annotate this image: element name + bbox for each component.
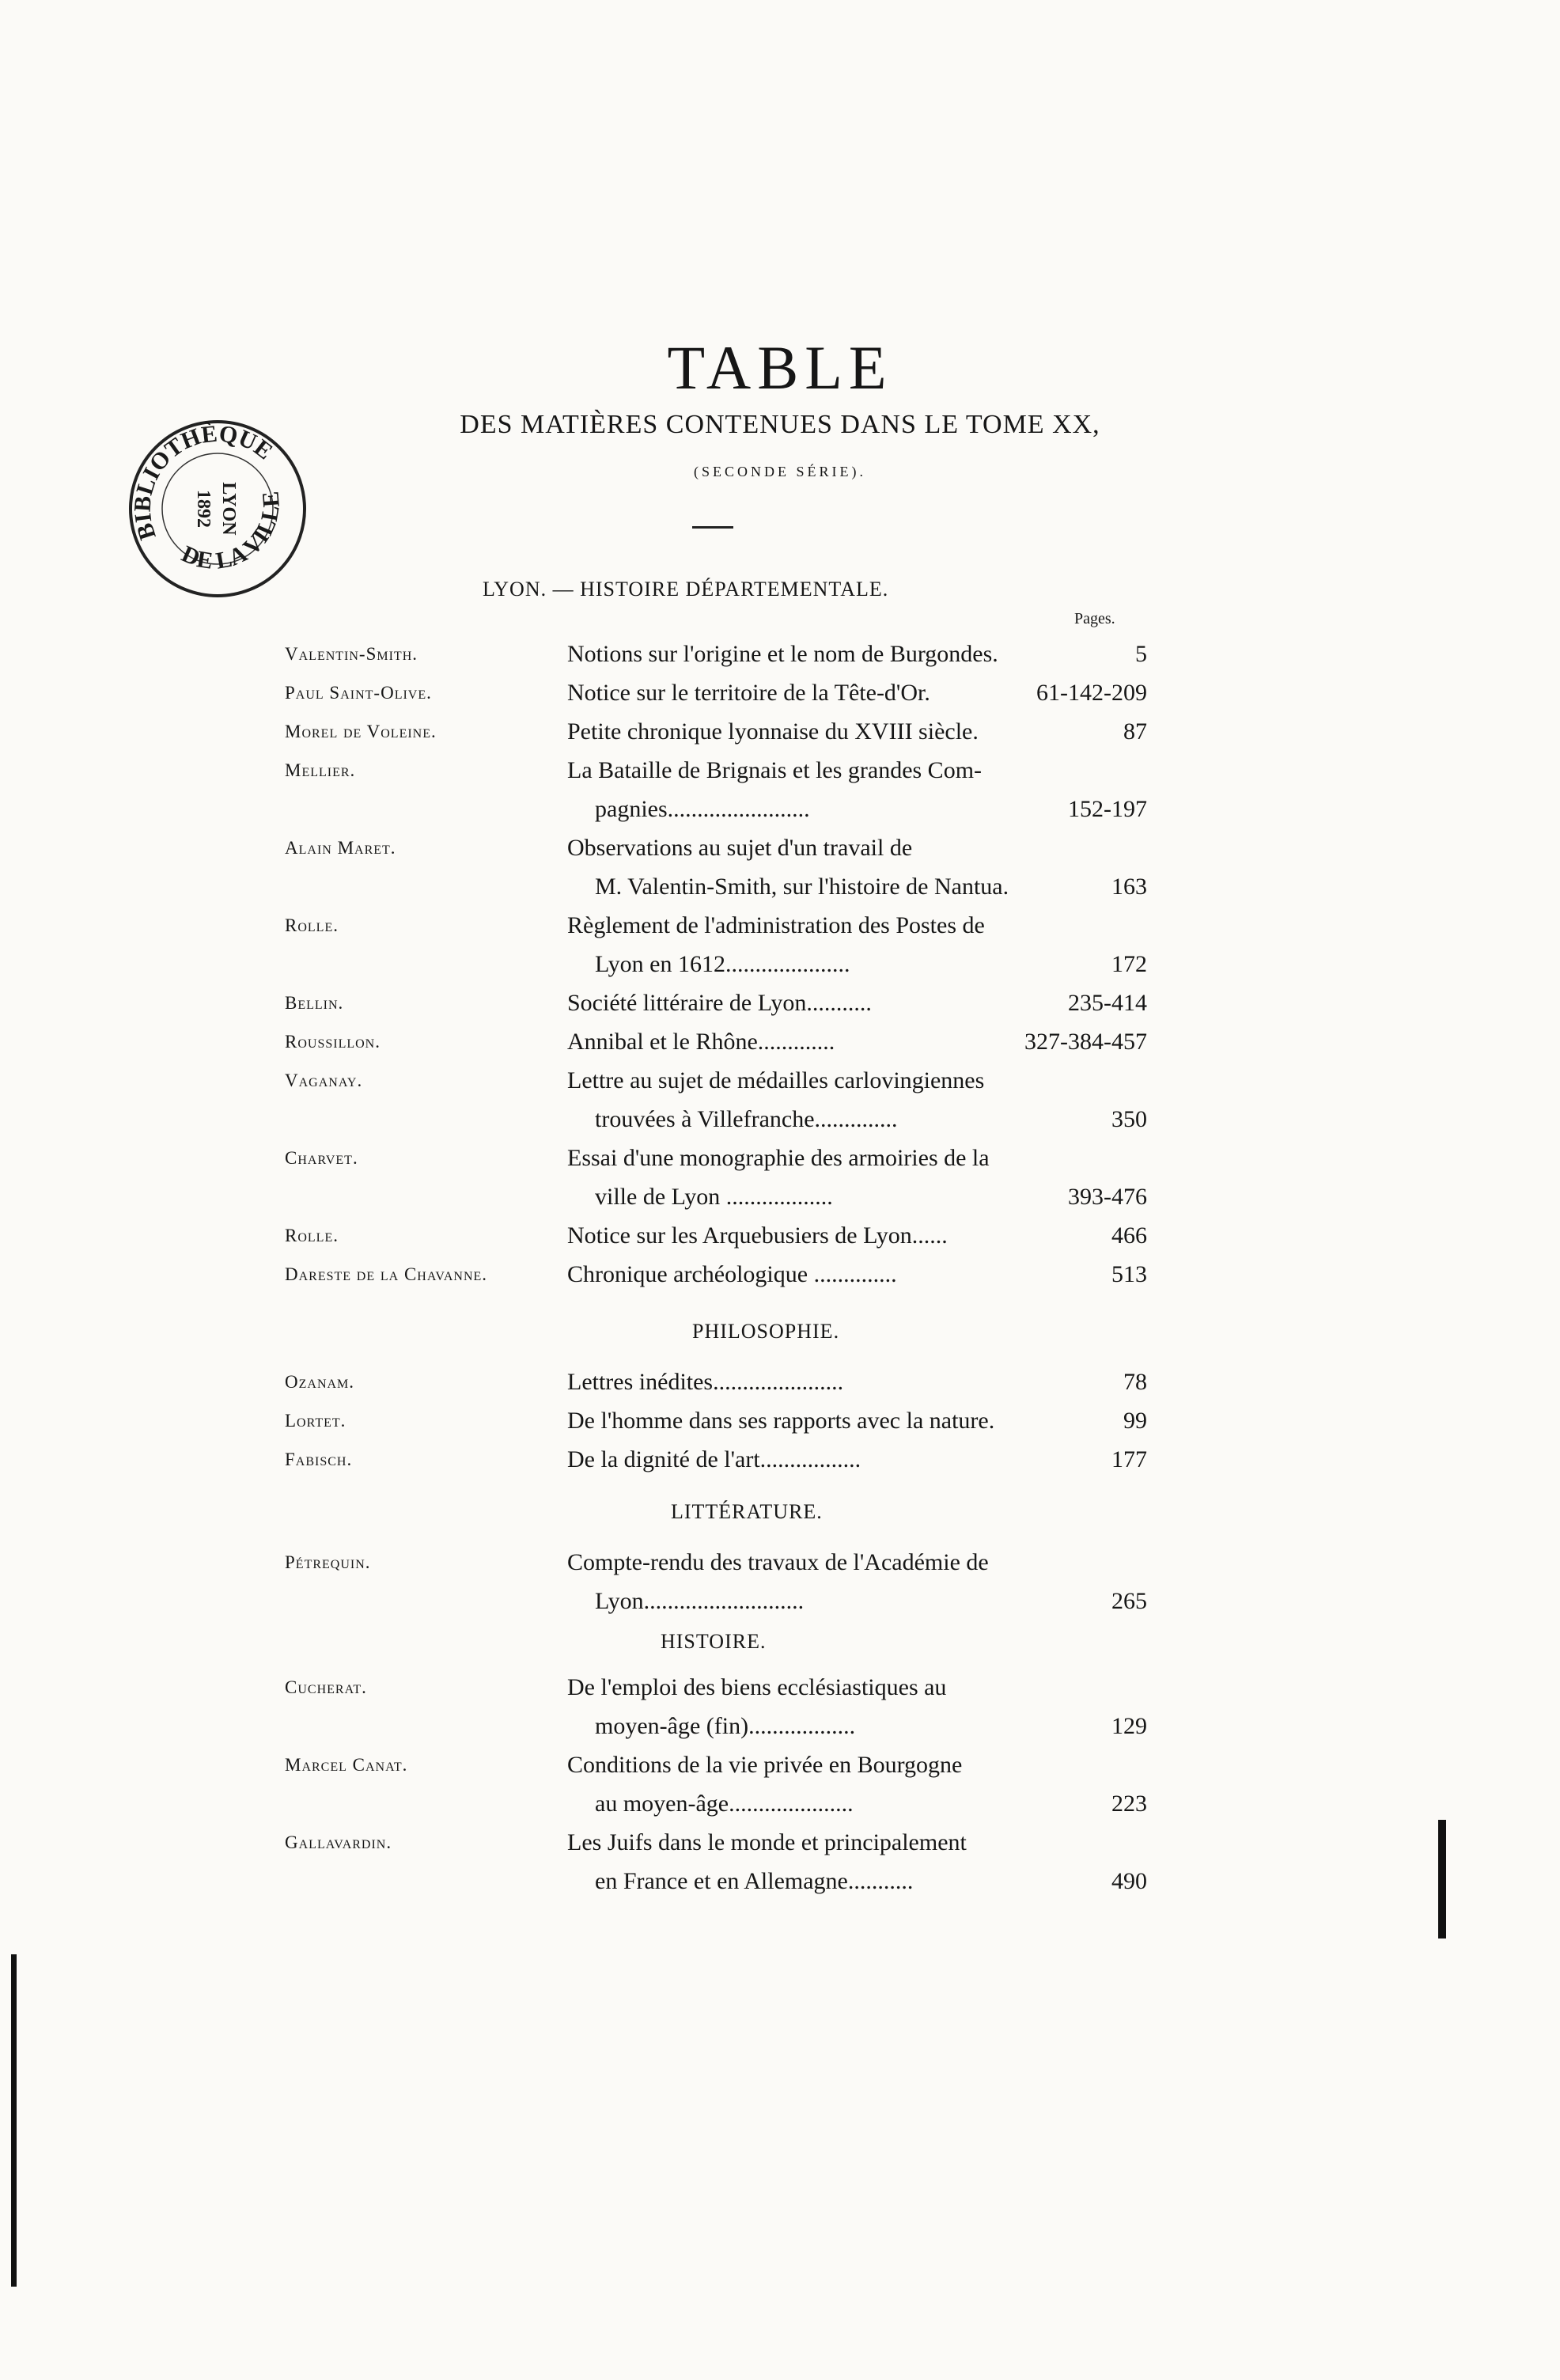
page-subtitle: DES MATIÈRES CONTENUES DANS LE TOME XX, xyxy=(460,410,1100,439)
scan-edge-mark-right xyxy=(1438,1820,1446,1938)
entry-page: 513 xyxy=(1111,1261,1147,1287)
entry-title: Petite chronique lyonnaise du XVIII siècle. xyxy=(567,718,979,745)
library-stamp-icon xyxy=(127,418,309,600)
entry-title: Essai d'une monographie des armoiries de la xyxy=(567,1145,990,1171)
entry-title: Règlement de l'administration des Postes de xyxy=(567,912,985,938)
page-title: TABLE xyxy=(667,333,893,402)
entry-author: Rolle. xyxy=(285,1226,339,1245)
entry-title: De l'homme dans ses rapports avec la nature. xyxy=(567,1408,995,1434)
entry-author: Morel de Voleine. xyxy=(285,722,437,741)
entry-author: Lortet. xyxy=(285,1411,346,1431)
entry-title-continued: Lyon en 1612..................... xyxy=(595,951,850,977)
stamp-text-bottom: DE LA VILLE xyxy=(177,490,285,574)
stamp-text-top: BIBLIOTHÈQUE xyxy=(129,420,278,544)
entry-author: Gallavardin. xyxy=(285,1832,392,1852)
entry-title: Conditions de la vie privée en Bourgogne xyxy=(567,1752,963,1778)
stamp-year: 1892 xyxy=(193,490,214,528)
entry-author: Ozanam. xyxy=(285,1372,355,1392)
entry-title: Notice sur le territoire de la Tête-d'Or. xyxy=(567,680,930,706)
entry-page: 466 xyxy=(1111,1222,1147,1249)
entry-author: Bellin. xyxy=(285,993,344,1013)
entry-page: 327-384-457 xyxy=(1024,1029,1147,1055)
entry-page: 87 xyxy=(1123,718,1147,745)
entry-author: Rolle. xyxy=(285,915,339,935)
entry-title: Notice sur les Arquebusiers de Lyon...... xyxy=(567,1222,948,1249)
entry-page: 78 xyxy=(1123,1369,1147,1395)
entry-title: Société littéraire de Lyon........... xyxy=(567,990,872,1016)
entry-page: 490 xyxy=(1111,1868,1147,1894)
title-divider xyxy=(692,526,733,529)
entry-title: De l'emploi des biens ecclésiastiques au xyxy=(567,1674,947,1700)
entry-title: Les Juifs dans le monde et principalement xyxy=(567,1829,967,1855)
entry-title-continued: Lyon........................... xyxy=(595,1588,805,1614)
entry-title: La Bataille de Brignais et les grandes Com- xyxy=(567,757,983,783)
entry-title-continued: ville de Lyon .................. xyxy=(595,1184,833,1210)
entry-page: 223 xyxy=(1111,1791,1147,1817)
entry-author: Pétrequin. xyxy=(285,1552,371,1572)
entry-author: Fabisch. xyxy=(285,1450,353,1469)
stamp-city: LYON xyxy=(218,482,239,536)
entry-page: 99 xyxy=(1123,1408,1147,1434)
entry-title: Chronique archéologique .............. xyxy=(567,1261,897,1287)
entry-title: Notions sur l'origine et le nom de Burgondes. xyxy=(567,641,998,667)
entry-page: 129 xyxy=(1111,1713,1147,1739)
entry-author: Paul Saint-Olive. xyxy=(285,683,432,703)
entry-title: Compte-rendu des travaux de l'Académie de xyxy=(567,1549,989,1575)
entry-page: 172 xyxy=(1111,951,1147,977)
entry-page: 393-476 xyxy=(1068,1184,1147,1210)
entry-author: Marcel Canat. xyxy=(285,1755,408,1775)
entry-title-continued: M. Valentin-Smith, sur l'histoire de Nantua. xyxy=(595,874,1009,900)
entry-author: Vaganay. xyxy=(285,1071,363,1090)
entry-page: 265 xyxy=(1111,1588,1147,1614)
scan-edge-mark-left xyxy=(11,1954,17,2287)
series-label: (SECONDE SÉRIE). xyxy=(694,464,866,479)
entry-page: 235-414 xyxy=(1068,990,1147,1016)
entry-title: Lettres inédites...................... xyxy=(567,1369,844,1395)
entry-author: Roussillon. xyxy=(285,1032,381,1052)
entry-title-continued: en France et en Allemagne........... xyxy=(595,1868,914,1894)
section-heading-histoire: HISTOIRE. xyxy=(661,1630,767,1653)
entry-page: 350 xyxy=(1111,1106,1147,1132)
entry-page: 61-142-209 xyxy=(1036,680,1147,706)
entry-title: Lettre au sujet de médailles carlovingiennes xyxy=(567,1067,985,1093)
entry-page: 163 xyxy=(1111,874,1147,900)
entry-author: Valentin-Smith. xyxy=(285,644,418,664)
entry-author: Cucherat. xyxy=(285,1677,367,1697)
entry-title: Observations au sujet d'un travail de xyxy=(567,835,913,861)
entry-author: Charvet. xyxy=(285,1148,358,1168)
entry-author: Alain Maret. xyxy=(285,838,396,858)
entry-title-continued: pagnies........................ xyxy=(595,796,810,822)
entry-page: 177 xyxy=(1111,1446,1147,1472)
pages-column-label: Pages. xyxy=(1074,610,1115,627)
entry-title-continued: moyen-âge (fin).................. xyxy=(595,1713,856,1739)
entry-page: 5 xyxy=(1135,641,1147,667)
entry-author: Dareste de la Chavanne. xyxy=(285,1264,488,1284)
entry-title-continued: trouvées à Villefranche.............. xyxy=(595,1106,898,1132)
entry-author: Mellier. xyxy=(285,760,356,780)
section-heading-lyon: LYON. — HISTOIRE DÉPARTEMENTALE. xyxy=(483,578,889,601)
entry-title-continued: au moyen-âge..................... xyxy=(595,1791,854,1817)
section-heading-philosophie: PHILOSOPHIE. xyxy=(692,1320,840,1343)
section-heading-litterature: LITTÉRATURE. xyxy=(671,1500,823,1523)
entry-title: De la dignité de l'art................. xyxy=(567,1446,861,1472)
entry-title: Annibal et le Rhône............. xyxy=(567,1029,835,1055)
entry-page: 152-197 xyxy=(1068,796,1147,822)
